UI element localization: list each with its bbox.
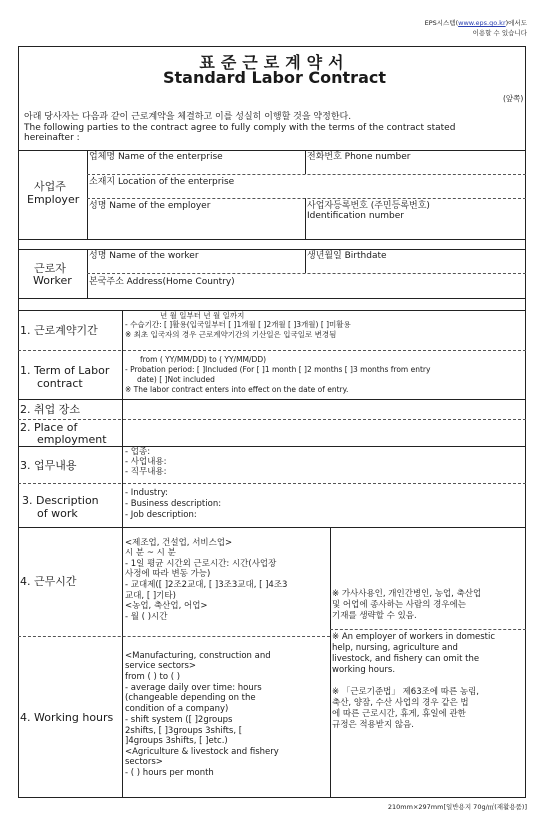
- eps-notice-line2: 이용할 수 있습니다: [472, 29, 527, 37]
- worker-address-field[interactable]: 본국주소 Address(Home Country): [89, 277, 235, 287]
- work-label-en-1: 3. Description: [22, 494, 99, 507]
- hours-note-line: 규정은 적용받지 않음.: [332, 720, 415, 730]
- divider: [18, 310, 526, 311]
- hours-label-en: 4. Working hours: [20, 711, 114, 724]
- hours-note-line: 기재를 생략할 수 있음.: [332, 611, 417, 621]
- employer-label-en: Employer: [27, 193, 80, 206]
- hours-ko-line[interactable]: 시 분 ~ 시 분: [125, 548, 176, 558]
- divider: [87, 198, 526, 199]
- hours-ko-line[interactable]: - 월 ( )시간: [125, 612, 168, 622]
- divider: [18, 399, 526, 400]
- hours-en-line[interactable]: - ( ) hours per month: [125, 768, 214, 778]
- divider: [18, 350, 526, 351]
- phone-number-field[interactable]: 전화번호 Phone number: [307, 152, 411, 162]
- term-probation-en-1[interactable]: - Probation period: [ ]Included (For [ ]1 month [ ]2 months [ ]3 months from entry: [125, 365, 431, 374]
- hours-en-line: condition of a company): [125, 704, 229, 714]
- hours-note-line: help, nursing, agriculture and: [332, 643, 458, 653]
- hours-en-line: <Agriculture & livestock and fishery: [125, 747, 279, 757]
- place-input[interactable]: [124, 401, 524, 445]
- hours-en-line: <Manufacturing, construction and: [125, 651, 271, 661]
- eps-notice-prefix: EPS시스템(: [424, 19, 459, 27]
- work-job-en[interactable]: - Job description:: [125, 510, 197, 520]
- hours-note-line: 및 어업에 종사하는 사람의 경우에는: [332, 600, 466, 610]
- term-label-en-1: 1. Term of Labor: [20, 364, 110, 377]
- worker-birthdate-field[interactable]: 생년월일 Birthdate: [307, 251, 387, 261]
- employer-id-field-en: Identification number: [307, 211, 404, 221]
- hours-ko-line[interactable]: 교대, [ ]기타): [125, 591, 176, 601]
- divider: [330, 527, 331, 798]
- term-label-ko: 1. 근로계약기간: [20, 324, 98, 337]
- hours-note-line: ※ 가사사용인, 개인간병인, 농업, 축산업: [332, 589, 482, 599]
- hours-en-line[interactable]: 2shifts, [ ]3groups 3shifts, [: [125, 726, 243, 736]
- term-note-en: ※ The labor contract enters into effect on the date of entry.: [125, 385, 349, 394]
- divider: [122, 310, 123, 798]
- divider: [87, 174, 526, 175]
- hours-note-line: 축산, 양잠, 수산 사업의 경우 같은 법: [332, 698, 469, 708]
- page-side-tag: (앞쪽): [503, 94, 524, 103]
- divider: [18, 483, 526, 484]
- divider: [330, 629, 526, 630]
- worker-label-ko: 근로자: [34, 262, 66, 275]
- place-label-en-1: 2. Place of: [20, 421, 78, 434]
- work-business-ko[interactable]: - 사업내용:: [125, 457, 167, 467]
- hours-en-line[interactable]: ]4groups 3shifts, [ ]etc.): [125, 736, 228, 746]
- employer-id-field-ko[interactable]: 사업자등록번호 (주민등록번호): [307, 201, 430, 211]
- worker-name-field[interactable]: 성명 Name of the worker: [89, 251, 199, 261]
- intro-english-line2: hereinafter :: [24, 133, 80, 143]
- title-english: Standard Labor Contract: [162, 68, 386, 87]
- hours-ko-line: <제조업, 건설업, 서비스업>: [125, 538, 233, 548]
- divider: [18, 239, 526, 240]
- employer-name-field[interactable]: 성명 Name of the employer: [89, 201, 211, 211]
- hours-note-line: working hours.: [332, 665, 396, 675]
- intro-english-line1: The following parties to the contract agree to fully comply with the terms of the contract stated: [24, 123, 456, 133]
- term-label-en-2: contract: [37, 377, 83, 390]
- hours-en-line: (changeable depending on the: [125, 693, 256, 703]
- divider: [87, 273, 526, 274]
- term-dates-en[interactable]: from ( YY/MM/DD) to ( YY/MM/DD): [140, 355, 267, 364]
- divider: [18, 249, 526, 250]
- hours-ko-line[interactable]: - 교대제([ ]2조2교대, [ ]3조3교대, [ ]4조3: [125, 580, 288, 590]
- hours-ko-line[interactable]: - 1일 평균 시간외 근로시간: 시간(사업장: [125, 559, 277, 569]
- divider: [18, 150, 526, 151]
- divider: [18, 298, 526, 299]
- term-probation-en-2[interactable]: date) [ ]Not included: [137, 375, 215, 384]
- worker-label-en: Worker: [33, 274, 72, 287]
- divider: [18, 527, 526, 528]
- enterprise-name-field[interactable]: 업체명 Name of the enterprise: [89, 152, 223, 162]
- work-business-en[interactable]: - Business description:: [125, 499, 222, 509]
- place-label-ko: 2. 취업 장소: [20, 403, 80, 416]
- divider: [18, 446, 526, 447]
- eps-notice-suffix: )에서도: [505, 19, 527, 27]
- divider: [305, 249, 306, 273]
- hours-note-line: livestock, and fishery can omit the: [332, 654, 480, 664]
- divider: [305, 150, 306, 174]
- hours-en-line: sectors>: [125, 757, 163, 767]
- term-probation-ko[interactable]: - 수습기간: [ ]활용(입국일부터 [ ]1개월 [ ]2개월 [ ]3개월) [ ]미활용: [125, 320, 351, 329]
- work-industry-ko[interactable]: - 업종:: [125, 447, 151, 457]
- term-note-ko: ※ 최초 입국자의 경우 근로계약기간의 기산일은 입국일로 변경됨: [125, 330, 337, 339]
- hours-note-line: ※ An employer of workers in domestic: [332, 632, 496, 642]
- paper-spec-footer: 210mm×297mm[일반용지 70g/㎡(재활용품)]: [387, 803, 527, 811]
- eps-notice: [425, 18, 527, 28]
- eps-link[interactable]: www.eps.go.kr: [458, 19, 506, 27]
- work-label-en-2: of work: [37, 507, 78, 520]
- hours-en-line[interactable]: - average daily over time: hours: [125, 683, 262, 693]
- hours-note-line: 에 따른 근로시간, 휴게, 휴일에 관한: [332, 709, 466, 719]
- hours-en-line[interactable]: - shift system ([ ]2groups: [125, 715, 233, 725]
- divider: [18, 636, 330, 637]
- work-job-ko[interactable]: - 직무내용:: [125, 467, 167, 477]
- intro-korean: 아래 당사자는 다음과 같이 근로계약을 체결하고 이를 성실히 이행할 것을 약정한다.: [24, 112, 352, 122]
- work-industry-en[interactable]: - Industry:: [125, 488, 168, 498]
- work-label-ko: 3. 업무내용: [20, 459, 77, 472]
- hours-label-ko: 4. 근무시간: [20, 575, 77, 588]
- title-korean: 표준근로계약서: [199, 53, 350, 72]
- employer-label-ko: 사업주: [34, 180, 66, 193]
- hours-ko-line: 사정에 따라 변동 가능): [125, 569, 211, 579]
- hours-en-line: service sectors>: [125, 661, 197, 671]
- divider: [87, 150, 88, 239]
- place-label-en-2: employment: [37, 433, 107, 446]
- hours-note-line: ※ 「근로기준법」 제63조에 따른 농림,: [332, 687, 479, 697]
- term-dates-ko[interactable]: 년 월 일부터 년 월 일까지: [160, 311, 245, 320]
- hours-en-line[interactable]: from ( ) to ( ): [125, 672, 181, 682]
- divider: [305, 198, 306, 239]
- enterprise-location-field[interactable]: 소재지 Location of the enterprise: [89, 177, 235, 187]
- hours-ko-line: <농업, 축산업, 어업>: [125, 601, 208, 611]
